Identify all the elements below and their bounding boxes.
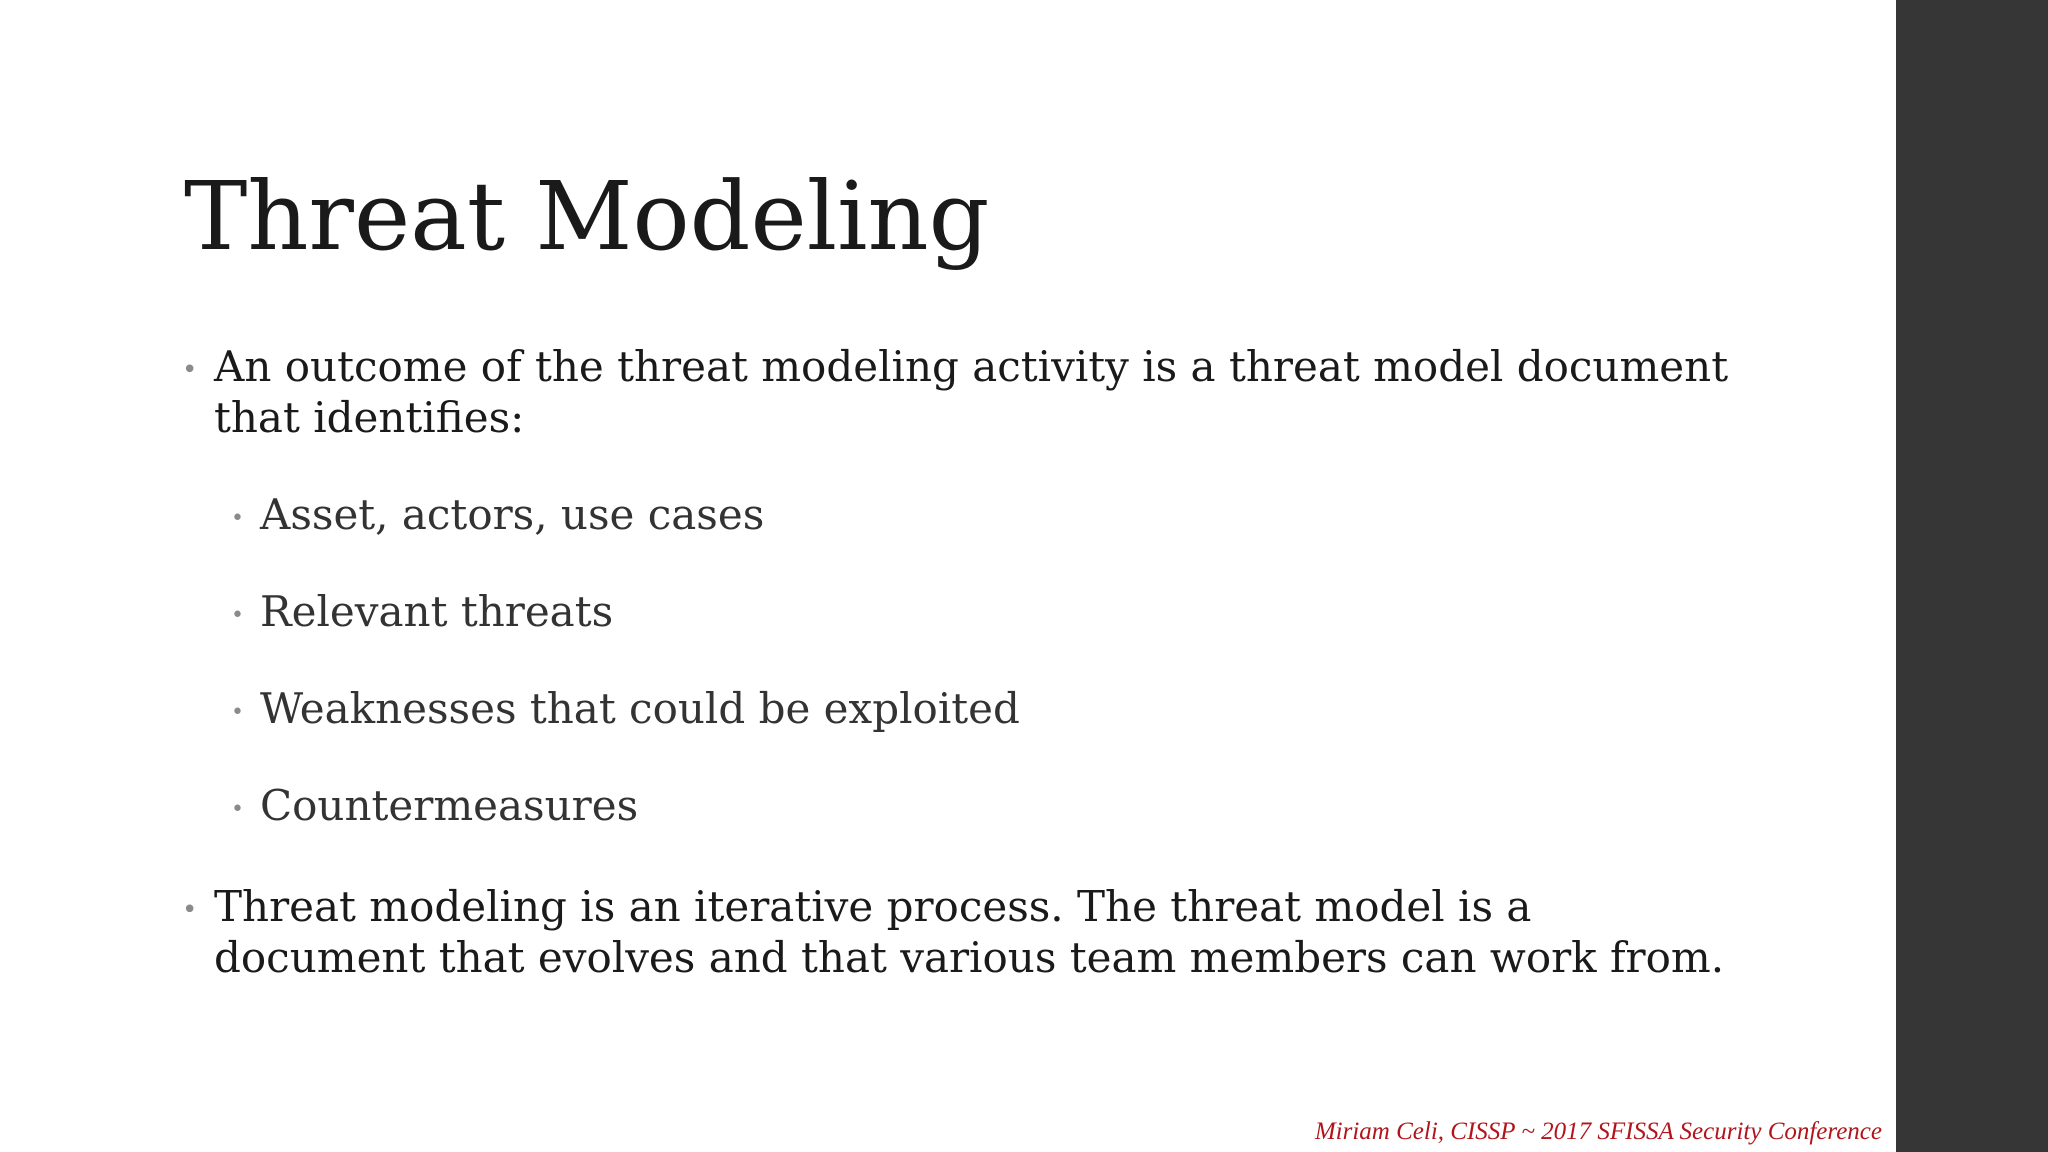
sub-bullet-text: Asset, actors, use cases [260, 490, 765, 539]
bullet-item-iterative [182, 881, 1742, 983]
footer-credit: Miriam Celi, CISSP ~ 2017 SFISSA Security Conference [1314, 1118, 1882, 1145]
bullet-icon: • [231, 797, 244, 822]
sub-bullet-text: Countermeasures [260, 781, 639, 830]
slide-title: Threat Modeling [184, 162, 990, 272]
bullet-text: An outcome of the threat modeling activity is a threat model document that identifies: [214, 342, 1729, 442]
sidebar-panel [1896, 0, 2048, 1152]
sub-bullet-item-threats [231, 586, 1631, 641]
bullet-icon: • [231, 506, 244, 531]
bullet-icon: • [182, 355, 198, 385]
sub-bullet-text: Weaknesses that could be exploited [260, 684, 1020, 733]
sub-bullet-item-assets [231, 489, 1631, 544]
sub-bullet-item-weaknesses [231, 683, 1631, 738]
bullet-item-outcome [182, 341, 1742, 443]
bullet-text: Threat modeling is an iterative process. The threat model is a document that evolves and that various team members can work from. [214, 882, 1725, 982]
sub-bullet-text: Relevant threats [260, 587, 614, 636]
bullet-icon: • [231, 700, 244, 725]
bullet-icon: • [182, 895, 198, 925]
bullet-icon: • [231, 603, 244, 628]
sub-bullet-item-countermeasures [231, 780, 1631, 835]
